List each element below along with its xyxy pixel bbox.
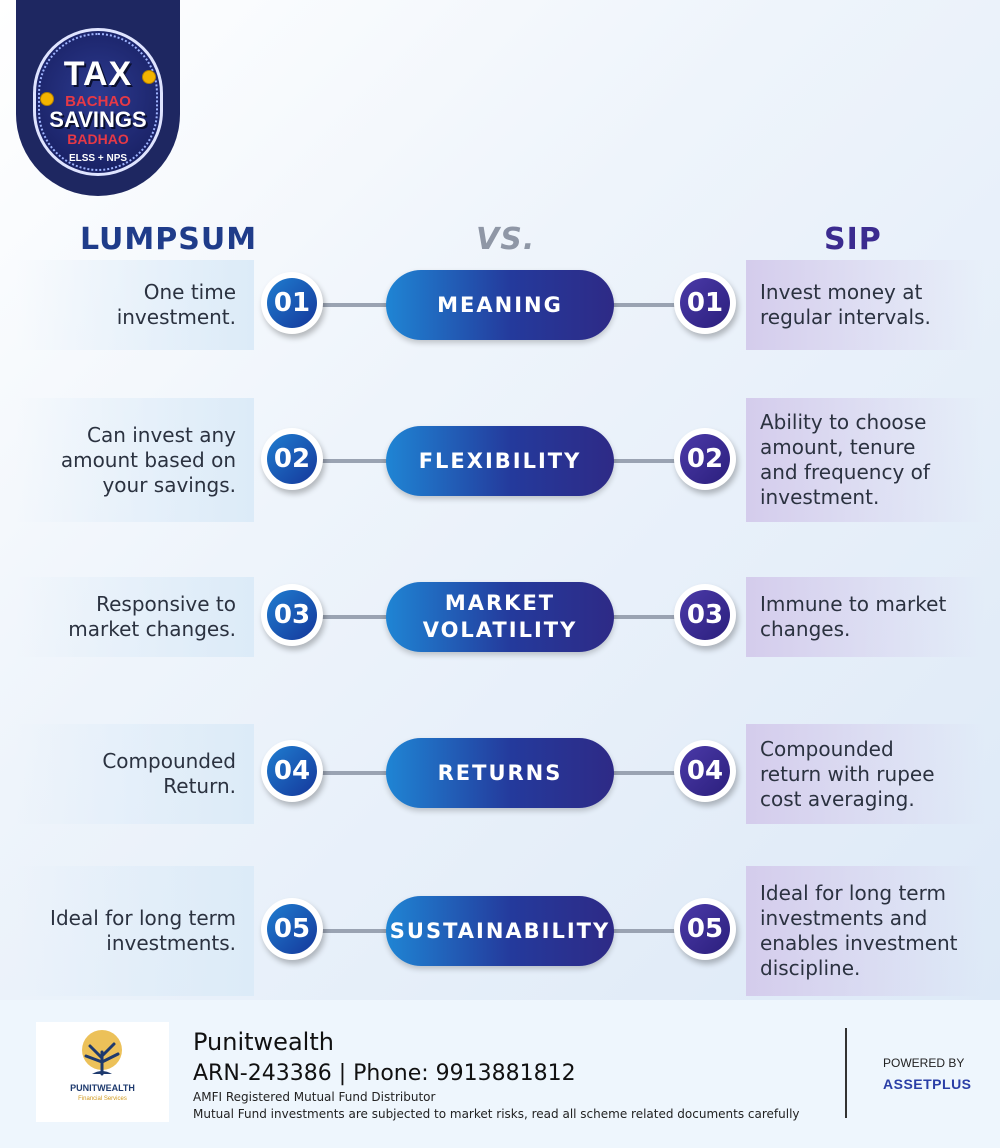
distributor-logo: [36, 1022, 169, 1122]
sip-point-1: [746, 260, 984, 350]
lumpsum-text-3: Responsive to market changes.: [68, 592, 236, 641]
sip-text-3: Immune to market changes.: [760, 592, 947, 641]
sip-number-badge: 05: [674, 898, 736, 960]
lumpsum-number-badge: 01: [261, 272, 323, 334]
connector-line: [318, 303, 392, 307]
coin-icon: [40, 92, 54, 106]
sip-text-1: Invest money at regular intervals.: [760, 280, 931, 329]
sip-number-badge: 04: [674, 740, 736, 802]
sip-point-5: [746, 866, 984, 996]
topic-pill-market-volatility: MARKET VOLATILITY: [386, 582, 614, 652]
sip-point-4: [746, 724, 984, 824]
sip-text-5: Ideal for long term investments and enables investment discipline.: [760, 881, 958, 980]
badge-line-1: TAX: [63, 55, 133, 93]
topic-pill-meaning: MEANING: [386, 270, 614, 340]
lumpsum-point-2: [16, 398, 254, 522]
badge-line-5: ELSS + NPS: [68, 153, 128, 164]
lumpsum-point-4: [16, 724, 254, 824]
lumpsum-text-2: Can invest any amount based on your savings.: [60, 422, 236, 497]
lumpsum-text-5: Ideal for long term investments.: [50, 906, 236, 955]
lumpsum-number-badge: 04: [261, 740, 323, 802]
sip-number-badge: 01: [674, 272, 736, 334]
assetplus-logo: ASSETPLUS: [883, 1076, 972, 1092]
vs-header: VS.: [476, 222, 536, 257]
connector-line: [608, 615, 682, 619]
lumpsum-text-1: One time investment.: [116, 280, 236, 329]
sip-text-4: Compounded return with rupee cost averaging.: [760, 736, 935, 811]
sip-number-badge: 03: [674, 584, 736, 646]
connector-line: [608, 459, 682, 463]
lumpsum-header: LUMPSUM: [80, 222, 258, 257]
distributor-name: Punitwealth: [193, 1028, 334, 1056]
connector-line: [608, 303, 682, 307]
topic-pill-returns: RETURNS: [386, 738, 614, 808]
footer-divider: [845, 1028, 847, 1118]
logo-name: PUNITWEALTH: [70, 1083, 135, 1093]
arn-phone: ARN-243386 | Phone: 9913881812: [193, 1061, 576, 1086]
connector-line: [318, 615, 392, 619]
sip-header: SIP: [824, 222, 882, 257]
connector-line: [318, 459, 392, 463]
powered-by-label: POWERED BY: [883, 1056, 965, 1070]
badge-line-4: BADHAO: [67, 131, 129, 147]
connector-line: [608, 929, 682, 933]
lumpsum-point-3: [16, 577, 254, 657]
topic-pill-flexibility: FLEXIBILITY: [386, 426, 614, 496]
lumpsum-number-badge: 02: [261, 428, 323, 490]
lumpsum-number-badge: 05: [261, 898, 323, 960]
amfi-line: AMFI Registered Mutual Fund Distributor: [193, 1090, 436, 1104]
distributor-footer: [0, 1000, 1000, 1148]
coin-icon: [142, 70, 156, 84]
sip-number-badge: 02: [674, 428, 736, 490]
lumpsum-text-4: Compounded Return.: [102, 749, 236, 798]
sip-point-2: [746, 398, 984, 522]
connector-line: [318, 771, 392, 775]
badge-line-2: BACHAO: [65, 93, 131, 110]
sip-text-2: Ability to choose amount, tenure and frequency of investment.: [760, 410, 930, 509]
logo-subtitle: Financial Services: [78, 1096, 127, 1102]
topic-pill-sustainability: SUSTAINABILITY: [386, 896, 614, 966]
disclaimer: Mutual Fund investments are subjected to market risks, read all scheme related documents carefully: [193, 1107, 800, 1121]
lumpsum-number-badge: 03: [261, 584, 323, 646]
connector-line: [608, 771, 682, 775]
connector-line: [318, 929, 392, 933]
lumpsum-point-5: [16, 866, 254, 996]
lumpsum-point-1: [16, 260, 254, 350]
tree-icon: [36, 1022, 169, 1082]
sip-point-3: [746, 577, 984, 657]
badge-line-3: SAVINGS: [49, 107, 147, 132]
